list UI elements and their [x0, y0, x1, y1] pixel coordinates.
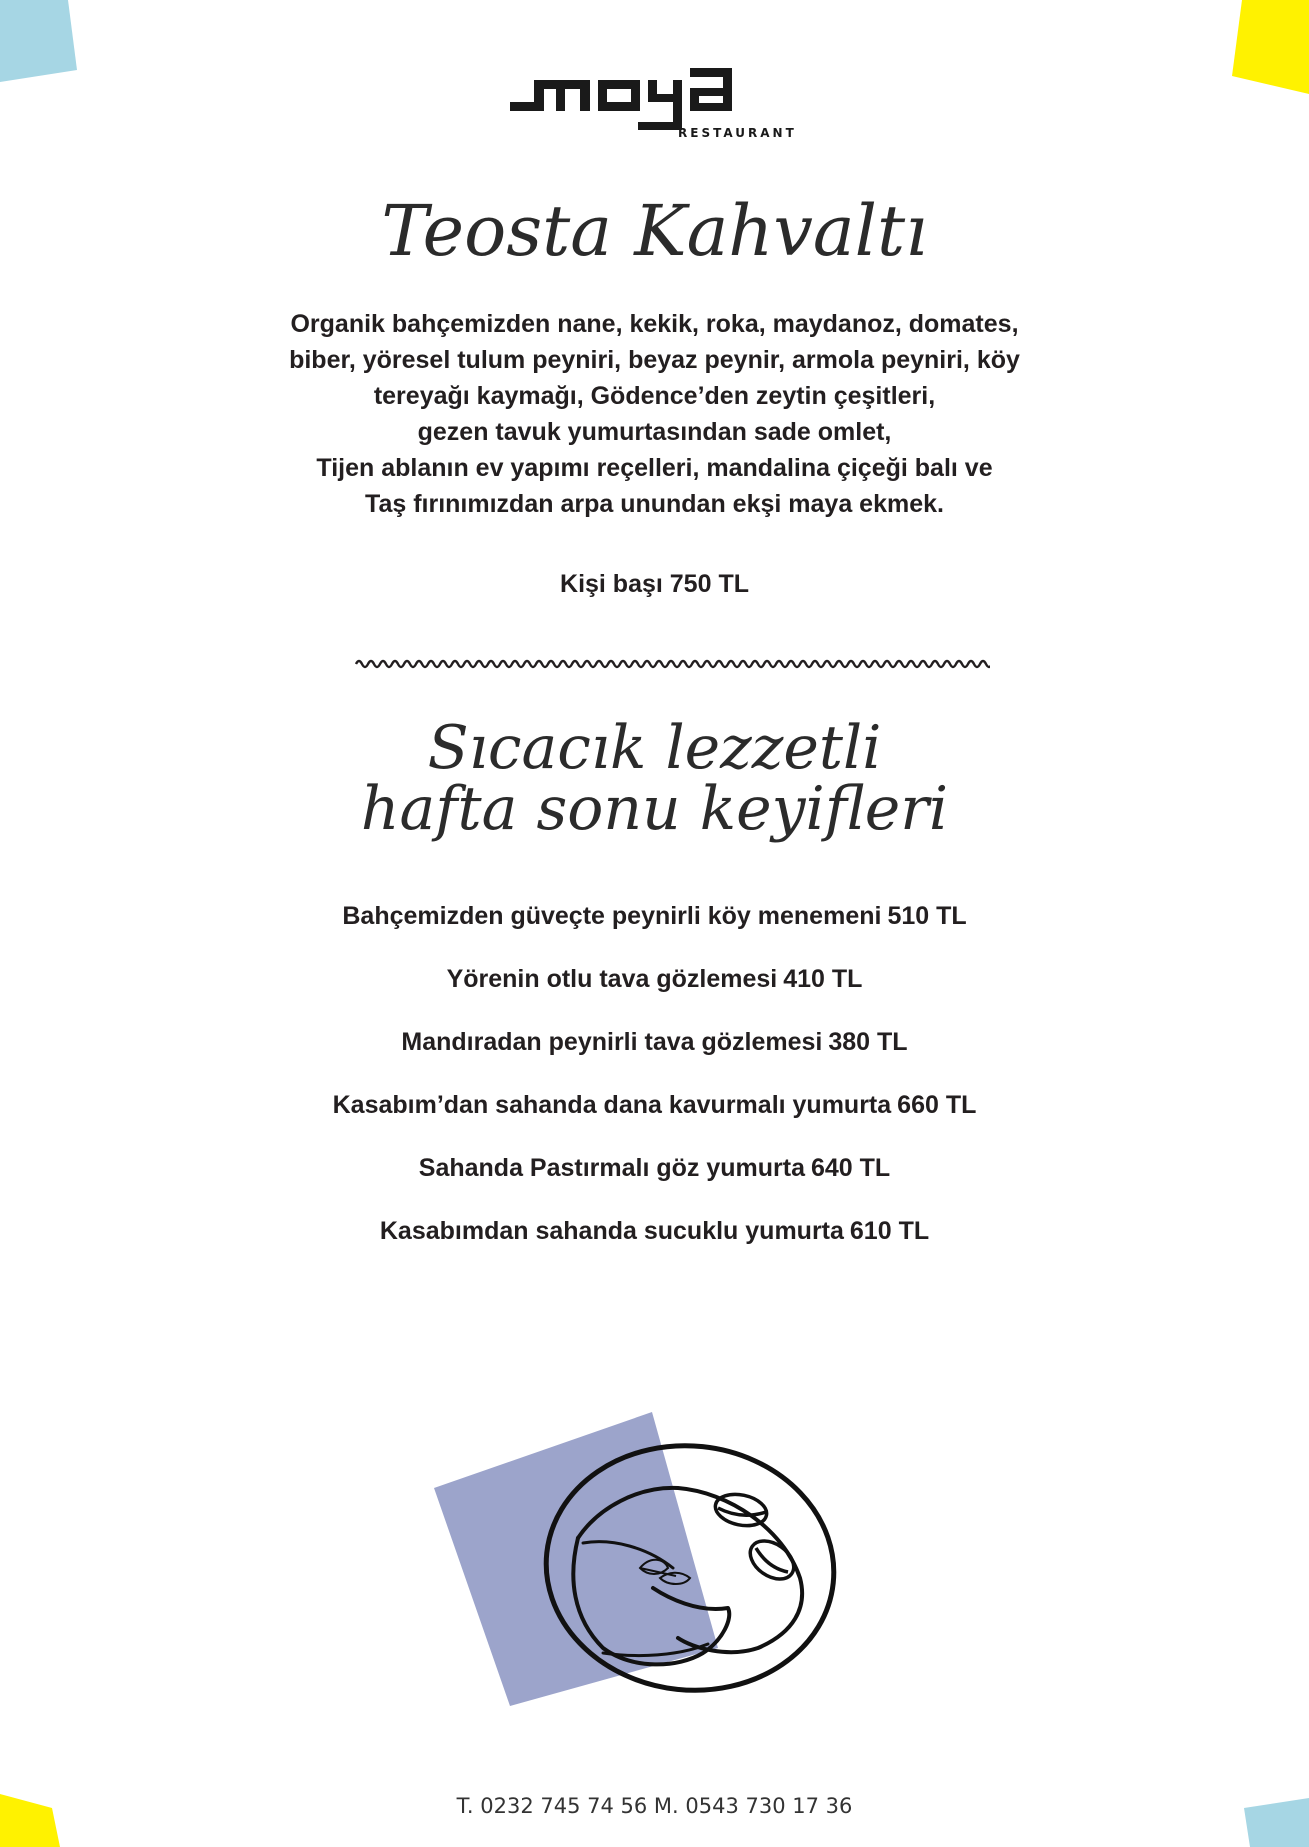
menu-item-price: 660 TL	[897, 1091, 977, 1119]
weekend-title-line-1: Sıcacık lezzetli	[427, 713, 882, 783]
weekend-menu-list	[0, 896, 1309, 1274]
tomato-slices-icon	[712, 1490, 800, 1587]
menu-item	[0, 1148, 1309, 1211]
price-per-person: Kişi başı 750 TL	[560, 570, 749, 598]
weekend-title-line-2: hafta sonu keyifleri	[360, 774, 949, 845]
logo-subtitle: RESTAURANT	[678, 126, 797, 140]
description-line: Tijen ablanın ev yapımı reçelleri, mandalina çiçeği balı ve	[316, 454, 993, 482]
maya-restaurant-logo	[510, 68, 806, 148]
gozleme-plate-illustration	[428, 1408, 848, 1718]
menu-item-name: Kasabımdan sahanda sucuklu yumurta	[379, 1217, 844, 1245]
menu-item-price: 510 TL	[887, 902, 967, 930]
menu-item-price: 610 TL	[849, 1217, 930, 1245]
menu-item-name: Bahçemizden güveçte peynirli köy menemeni	[342, 902, 882, 930]
corner-tab-top-right	[1228, 0, 1309, 96]
description-line: Taş fırınımızdan arpa unundan ekşi maya ekmek.	[365, 490, 944, 518]
breakfast-title: Teosta Kahvaltı	[381, 190, 928, 272]
menu-item-name: Sahanda Pastırmalı göz yumurta	[418, 1154, 805, 1182]
description-line: gezen tavuk yumurtasından sade omlet,	[417, 418, 892, 446]
description-line: tereyağı kaymağı, Gödence’den zeytin çeşitleri,	[373, 382, 936, 410]
weekend-title	[0, 713, 1309, 845]
menu-item-name: Kasabım’dan sahanda dana kavurmalı yumurta	[332, 1091, 892, 1119]
breakfast-description	[200, 306, 1109, 522]
menu-item	[0, 959, 1309, 1022]
menu-item	[0, 1022, 1309, 1085]
wavy-divider	[354, 650, 990, 678]
contact-phone-numbers: T. 0232 745 74 56 M. 0543 730 17 36	[456, 1794, 853, 1818]
menu-item-name: Mandıradan peynirli tava gözlemesi	[401, 1028, 823, 1056]
menu-item-price: 410 TL	[783, 965, 863, 993]
menu-item-price: 640 TL	[811, 1154, 891, 1182]
menu-item	[0, 1085, 1309, 1148]
description-line: biber, yöresel tulum peyniri, beyaz peynir, armola peyniri, köy	[289, 346, 1020, 374]
menu-item	[0, 1211, 1309, 1274]
menu-item-name: Yörenin otlu tava gözlemesi	[446, 965, 778, 993]
corner-tab-top-left	[0, 0, 80, 84]
menu-item	[0, 896, 1309, 959]
menu-item-price: 380 TL	[828, 1028, 908, 1056]
description-line: Organik bahçemizden nane, kekik, roka, maydanoz, domates,	[290, 310, 1019, 338]
